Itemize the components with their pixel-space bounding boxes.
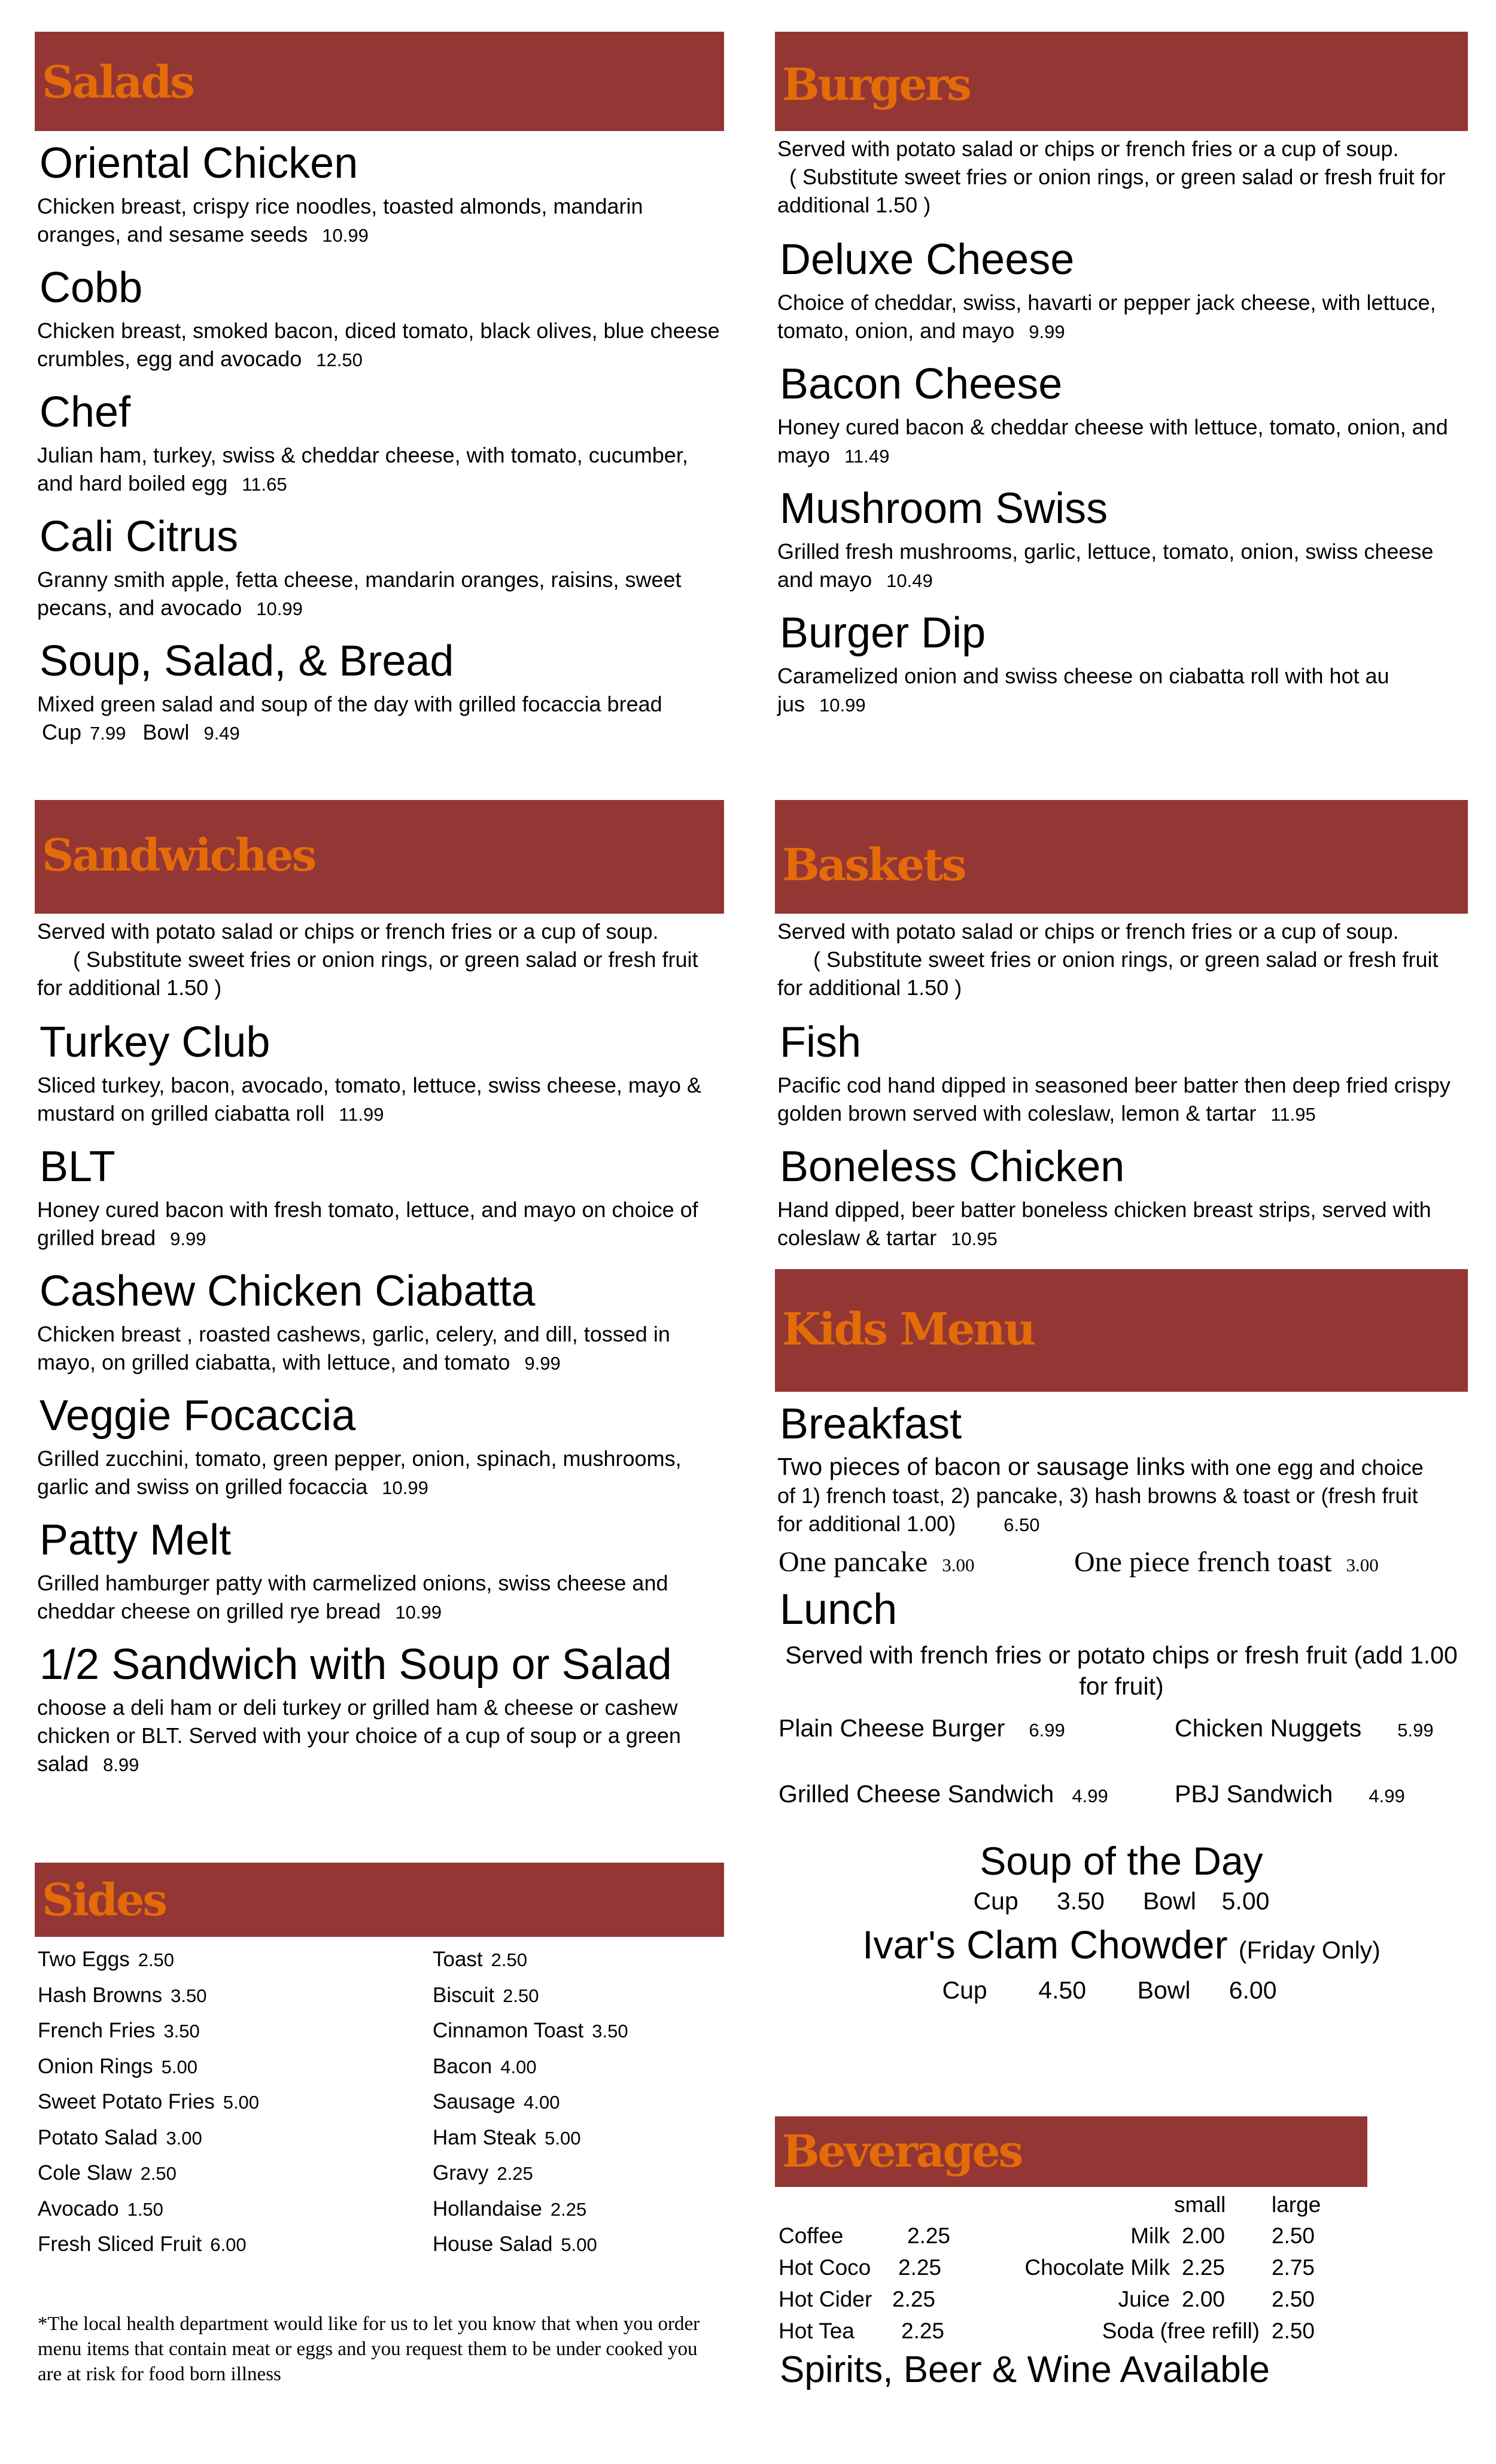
- item-price: 10.99: [256, 598, 303, 619]
- item-name: Chef: [39, 388, 131, 436]
- side-price: 4.00: [524, 2092, 560, 2113]
- side-name: Two Eggs: [38, 1948, 130, 1971]
- side-item: [38, 2054, 197, 2080]
- side-price: 3.50: [163, 2021, 200, 2042]
- item-desc-text: Grilled fresh mushrooms, garlic, lettuce, tomato, onion, swiss cheese and mayo: [777, 539, 1434, 592]
- side-price: 4.00: [500, 2056, 537, 2077]
- lunch-items: [775, 1708, 1468, 1837]
- side-item: [38, 2125, 202, 2152]
- menu-item: [35, 1142, 724, 1253]
- bowl-price: 9.49: [203, 723, 240, 744]
- side-item: [433, 2125, 580, 2152]
- kids-menu-header: [775, 1269, 1468, 1392]
- burgers-items: [775, 235, 1468, 719]
- breakfast-extra: One pancake 3.00: [779, 1546, 975, 1578]
- breakfast-extras: [775, 1544, 1468, 1583]
- side-price: 5.00: [223, 2092, 260, 2113]
- item-price: 9.99: [524, 1353, 561, 1374]
- clam-chowder-title: Ivar's Clam Chowder (Friday Only): [862, 1922, 1381, 1967]
- item-desc: [37, 192, 724, 250]
- beverage-name: Hot Tea: [779, 2319, 855, 2343]
- side-item: [38, 2089, 259, 2116]
- item-name: Cali Citrus: [39, 513, 239, 561]
- cup-price: 7.99: [90, 723, 126, 744]
- side-name: Cole Slaw: [38, 2161, 132, 2185]
- menu-item: [775, 483, 1468, 595]
- side-price: 5.00: [161, 2056, 197, 2077]
- menu-item: [775, 235, 1468, 346]
- item-name: Bacon Cheese: [780, 360, 1063, 408]
- burgers-title: Burgers: [782, 59, 970, 111]
- side-item: [433, 1982, 539, 2009]
- item-desc: [37, 1569, 724, 1626]
- item-name: BLT: [39, 1143, 115, 1191]
- item-price: 10.99: [395, 1602, 442, 1623]
- baskets-section: [775, 800, 1468, 1266]
- item-name: Soup, Salad, & Bread: [39, 637, 454, 685]
- beverage-name: Milk: [1130, 2223, 1170, 2248]
- side-name: House Salad: [433, 2232, 553, 2256]
- beverage-name: Soda (free refill): [1102, 2319, 1260, 2343]
- breakfast-extra: One piece french toast 3.00: [1074, 1546, 1379, 1578]
- item-price: 9.99: [1029, 321, 1065, 342]
- item-desc: [37, 441, 724, 498]
- menu-item: [35, 1639, 724, 1779]
- menu-item: [35, 1515, 724, 1626]
- side-price: 1.50: [127, 2198, 163, 2220]
- sides-header: [35, 1863, 724, 1937]
- side-name: Avocado: [38, 2197, 119, 2220]
- served-note: Served with potato salad or chips or french fries or a cup of soup. ( Substitute sweet fries or onion rings, or green salad or fresh fruit for additional 1.50 ): [777, 136, 1446, 217]
- baskets-items: [775, 1017, 1468, 1253]
- side-price: 3.50: [592, 2021, 628, 2042]
- side-name: Gravy: [433, 2161, 489, 2185]
- beverage-large-price: 2.50: [1272, 2223, 1315, 2248]
- sides-section: [35, 1863, 724, 2385]
- left-column: [35, 0, 724, 2464]
- side-price: 5.00: [545, 2127, 581, 2149]
- side-price: 2.50: [138, 1949, 175, 1970]
- item-price: 11.65: [242, 474, 287, 495]
- side-name: Bacon: [433, 2054, 492, 2078]
- side-item: [38, 2196, 163, 2223]
- beverage-row: [1008, 2222, 1343, 2250]
- side-item: [433, 2196, 586, 2223]
- side-name: French Fries: [38, 2019, 156, 2042]
- item-desc: [777, 537, 1468, 595]
- side-name: Cinnamon Toast: [433, 2019, 584, 2042]
- beverage-row: [1008, 2317, 1343, 2346]
- kids-menu-section: [775, 1269, 1468, 2006]
- item-price: 12.50: [316, 349, 363, 370]
- menu-item: [35, 1391, 724, 1502]
- bowl-label: Bowl: [142, 720, 190, 744]
- beverage-small-price: 2.00: [1182, 2223, 1226, 2248]
- large-label: large: [1272, 2192, 1321, 2217]
- burgers-header: [775, 32, 1468, 131]
- cup-label: Cup: [42, 720, 82, 744]
- side-item: [38, 2018, 200, 2045]
- salads-items: [35, 138, 724, 747]
- item-price: 11.95: [1270, 1104, 1316, 1125]
- item-name: Cobb: [39, 264, 143, 312]
- sandwiches-items: [35, 1017, 724, 1779]
- item-name: Deluxe Cheese: [780, 236, 1075, 284]
- item-name: Oriental Chicken: [39, 139, 358, 187]
- menu-item: [35, 1017, 724, 1128]
- sides-title: Sides: [42, 1875, 166, 1926]
- side-name: Sweet Potato Fries: [38, 2090, 215, 2113]
- item-desc-text: choose a deli ham or deli turkey or grilled ham & cheese or cashew chicken or BLT. Served with your choice of a cup of soup or a green salad: [37, 1695, 681, 1776]
- side-name: Potato Salad: [38, 2125, 158, 2149]
- item-price: 11.49: [844, 446, 890, 467]
- soup-prices: Cup 3.50 Bowl 5.00: [973, 1887, 1270, 1915]
- item-desc-text: Grilled hamburger patty with carmelized onions, swiss cheese and cheddar cheese on grilled rye bread: [37, 1571, 668, 1623]
- beverage-price: 2.25: [907, 2223, 951, 2248]
- side-item: [38, 2231, 247, 2258]
- sandwiches-section: [35, 800, 724, 1792]
- served-note: Served with potato salad or chips or french fries or a cup of soup. ( Substitute sweet fries or onion rings, or green salad or fresh fruit for additional 1.50 ): [37, 919, 698, 1000]
- lunch-item: Chicken Nuggets 5.99: [1175, 1714, 1434, 1742]
- item-desc: [37, 1071, 724, 1128]
- side-name: Ham Steak: [433, 2125, 537, 2149]
- beverage-large-price: 2.50: [1272, 2287, 1315, 2311]
- side-price: 2.25: [550, 2198, 587, 2220]
- menu-item: [775, 608, 1468, 719]
- item-desc-text: Chicken breast, crispy rice noodles, toasted almonds, mandarin oranges, and sesame seeds: [37, 194, 643, 247]
- beverage-small-price: 2.25: [1182, 2255, 1226, 2280]
- menu-item: [35, 387, 724, 498]
- side-name: Toast: [433, 1948, 483, 1971]
- lunch-item: Grilled Cheese Sandwich 4.99: [779, 1780, 1108, 1808]
- baskets-title: Baskets: [782, 839, 965, 891]
- item-price: 10.49: [886, 570, 933, 591]
- side-name: Onion Rings: [38, 2054, 153, 2078]
- beverage-large-price: 2.50: [1272, 2319, 1315, 2343]
- item-price: 10.95: [951, 1228, 998, 1249]
- sandwiches-title: Sandwiches: [42, 830, 315, 881]
- lunch-served-note: Served with french fries or potato chips or fresh fruit (add 1.00 for fruit): [785, 1641, 1458, 1700]
- beverage-name: Hot Coco: [779, 2255, 871, 2280]
- item-price: 10.99: [322, 225, 369, 246]
- side-name: Fresh Sliced Fruit: [38, 2232, 202, 2256]
- item-name: Boneless Chicken: [780, 1143, 1125, 1191]
- item-desc: [37, 690, 724, 747]
- item-name: Mushroom Swiss: [780, 485, 1108, 533]
- kids-menu-title: Kids Menu: [782, 1304, 1035, 1355]
- item-name: Turkey Club: [39, 1018, 270, 1066]
- side-name: Hash Browns: [38, 1983, 163, 2007]
- item-desc-text: Honey cured bacon with fresh tomato, lettuce, and mayo on choice of grilled bread: [37, 1197, 698, 1250]
- item-desc: [37, 1196, 724, 1253]
- beverage-row: [779, 2222, 1006, 2250]
- side-name: Biscuit: [433, 1983, 495, 2007]
- soup-of-the-day-title: Soup of the Day: [980, 1839, 1263, 1883]
- side-price: 2.50: [491, 1949, 527, 1970]
- beverage-row: [1008, 2285, 1343, 2314]
- item-desc: [37, 1444, 724, 1502]
- item-desc-text: Hand dipped, beer batter boneless chicken breast strips, served with coleslaw & tartar: [777, 1197, 1431, 1250]
- side-price: 2.25: [497, 2163, 533, 2184]
- item-price: 10.99: [819, 695, 866, 716]
- side-price: 5.00: [561, 2234, 597, 2255]
- beverages-section: [775, 2116, 1367, 2392]
- beverage-price: 2.25: [892, 2287, 936, 2311]
- salads-title: Salads: [42, 57, 193, 108]
- menu-item: [35, 636, 724, 747]
- side-item: [38, 2160, 177, 2187]
- side-item: [38, 1946, 174, 1973]
- beverage-name: Hot Cider: [779, 2287, 872, 2311]
- item-name: Veggie Focaccia: [39, 1392, 356, 1440]
- side-item: [433, 2089, 560, 2116]
- item-desc-text: Grilled zucchini, tomato, green pepper, onion, spinach, mushrooms, garlic and swiss on grilled focaccia: [37, 1446, 682, 1499]
- side-item: [433, 2018, 628, 2045]
- item-desc: [37, 1320, 724, 1377]
- item-desc-text: Chicken breast , roasted cashews, garlic, celery, and dill, tossed in mayo, on grilled ciabatta, with lettuce, and tomato: [37, 1322, 670, 1374]
- spirits-note: Spirits, Beer & Wine Available: [780, 2349, 1270, 2390]
- item-desc-text: Sliced turkey, bacon, avocado, tomato, lettuce, swiss cheese, mayo & mustard on grilled ciabatta roll: [37, 1073, 701, 1125]
- menu-item: [775, 359, 1468, 470]
- menu-item: [775, 1017, 1468, 1128]
- side-item: [433, 2160, 533, 2187]
- item-desc: [777, 1071, 1468, 1128]
- menu-item: [35, 263, 724, 374]
- chowder-prices: Cup 4.50 Bowl 6.00: [942, 1976, 1277, 2004]
- beverages-title: Beverages: [782, 2126, 1022, 2177]
- item-name: 1/2 Sandwich with Soup or Salad: [39, 1641, 672, 1689]
- item-name: Fish: [780, 1018, 862, 1066]
- beverages-table: [775, 2187, 1367, 2349]
- beverage-small-price: 2.00: [1182, 2287, 1226, 2311]
- item-desc-text: Chicken breast, smoked bacon, diced tomato, black olives, blue cheese crumbles, egg and avocado: [37, 318, 720, 371]
- item-desc-text: Julian ham, turkey, swiss & cheddar cheese, with tomato, cucumber, and hard boiled egg: [37, 443, 688, 495]
- item-price: 10.99: [382, 1477, 428, 1498]
- breakfast-title: Breakfast: [780, 1400, 962, 1448]
- lunch-title: Lunch: [780, 1586, 898, 1633]
- item-desc-text: Granny smith apple, fetta cheese, mandarin oranges, raisins, sweet pecans, and avocado: [37, 567, 682, 620]
- beverage-price: 2.25: [901, 2319, 945, 2343]
- baskets-header: [775, 800, 1468, 914]
- lunch-item: Plain Cheese Burger 6.99: [779, 1714, 1065, 1742]
- side-price: 6.00: [210, 2234, 247, 2255]
- side-price: 2.50: [503, 1985, 539, 2006]
- item-name: Cashew Chicken Ciabatta: [39, 1267, 536, 1315]
- item-desc-text: Pacific cod hand dipped in seasoned beer batter then deep fried crispy golden brown served with coleslaw, lemon & tartar: [777, 1073, 1451, 1125]
- beverage-large-price: 2.75: [1272, 2255, 1315, 2280]
- item-desc: [37, 317, 724, 374]
- beverage-row: [779, 2285, 1006, 2314]
- side-price: 3.50: [171, 1985, 207, 2006]
- burgers-section: [775, 32, 1468, 732]
- side-item: [38, 1982, 206, 2009]
- menu-item: [35, 1266, 724, 1377]
- health-footnote: *The local health department would like for us to let you know that when you order menu items that contain meat or eggs and you request them to be under cooked you are at risk for food born illness: [38, 2313, 700, 2385]
- breakfast-desc: Two pieces of bacon or sausage links with one egg and choice of 1) french toast, 2) pancake, 3) hash browns & toast or (fresh fruit for additional 1.00) 6.50: [777, 1453, 1424, 1536]
- item-price: 8.99: [103, 1754, 139, 1775]
- side-price: 2.50: [140, 2163, 177, 2184]
- beverage-row: [1008, 2253, 1343, 2282]
- item-desc-text: Caramelized onion and swiss cheese on ciabatta roll with hot au jus: [777, 664, 1389, 716]
- item-price: 9.99: [170, 1228, 206, 1249]
- beverage-row: [779, 2317, 1006, 2346]
- side-item: [433, 2231, 597, 2258]
- item-desc: [777, 1196, 1468, 1253]
- side-name: Hollandaise: [433, 2197, 542, 2220]
- salads-section: [35, 32, 724, 761]
- beverage-name: Chocolate Milk: [1024, 2255, 1170, 2280]
- item-desc-text: Honey cured bacon & cheddar cheese with lettuce, tomato, onion, and mayo: [777, 415, 1448, 467]
- right-column: [775, 0, 1468, 2464]
- side-price: 3.00: [166, 2127, 202, 2149]
- item-desc-text: Mixed green salad and soup of the day with grilled focaccia bread: [37, 692, 662, 716]
- beverage-price: 2.25: [898, 2255, 942, 2280]
- salads-header: [35, 32, 724, 131]
- side-item: [433, 1946, 527, 1973]
- beverage-name: Coffee: [779, 2223, 844, 2248]
- item-desc: [37, 1693, 724, 1779]
- beverage-row: [779, 2253, 1006, 2282]
- sandwiches-header: [35, 800, 724, 914]
- item-price: 11.99: [339, 1104, 384, 1125]
- side-item: [433, 2054, 537, 2080]
- side-name: Sausage: [433, 2090, 516, 2113]
- lunch-item: PBJ Sandwich 4.99: [1175, 1780, 1405, 1808]
- item-name: Patty Melt: [39, 1516, 232, 1564]
- served-note: Served with potato salad or chips or french fries or a cup of soup. ( Substitute sweet fries or onion rings, or green salad or fresh fruit for additional 1.50 ): [777, 919, 1439, 1000]
- beverages-header: [775, 2116, 1367, 2187]
- item-desc: [777, 288, 1468, 346]
- item-desc: [777, 413, 1468, 470]
- menu-item: [35, 138, 724, 250]
- menu-item: [35, 512, 724, 623]
- small-label: small: [1174, 2192, 1226, 2217]
- beverage-name: Juice: [1118, 2287, 1170, 2311]
- item-desc: [37, 565, 724, 623]
- item-name: Burger Dip: [780, 609, 986, 657]
- item-desc: [777, 662, 1468, 719]
- item-desc-text: Choice of cheddar, swiss, havarti or pepper jack cheese, with lettuce, tomato, onion, and mayo: [777, 290, 1436, 343]
- menu-item: [775, 1142, 1468, 1253]
